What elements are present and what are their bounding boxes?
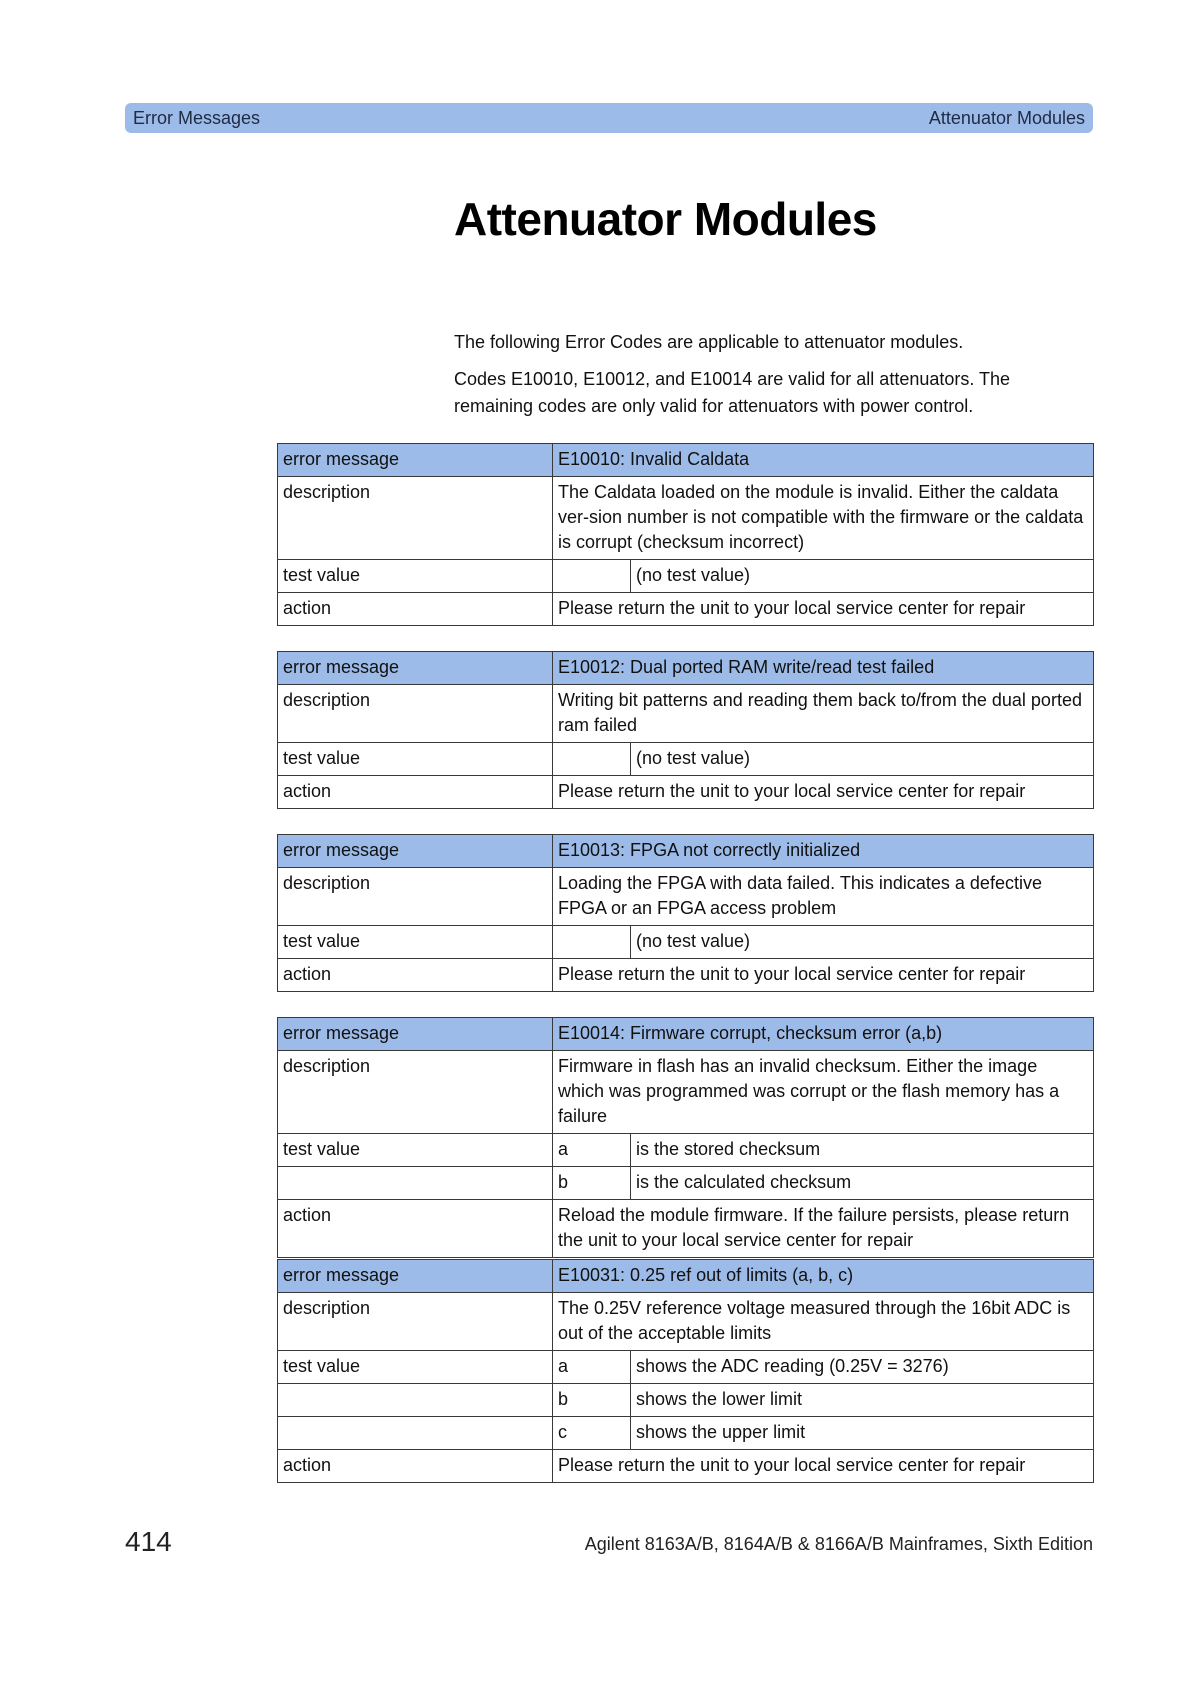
action-value: Please return the unit to your local service center for repair [553, 593, 1094, 626]
label-test-value: test value [278, 926, 553, 959]
test-value-text: (no test value) [631, 560, 1094, 593]
test-value-text: (no test value) [631, 743, 1094, 776]
label-action: action [278, 1450, 553, 1483]
action-value: Please return the unit to your local service center for repair [553, 776, 1094, 809]
description-value: Firmware in flash has an invalid checksum. Either the image which was programmed was corrupt or the flash memory has a failure [553, 1051, 1094, 1134]
error-table-e10010 [277, 443, 1094, 626]
label-description: description [278, 1051, 553, 1134]
test-value-text: is the stored checksum [631, 1134, 1094, 1167]
test-value-key: b [553, 1167, 631, 1200]
label-test-value: test value [278, 743, 553, 776]
label-test-value: test value [278, 560, 553, 593]
error-message-value: E10013: FPGA not correctly initialized [553, 835, 1094, 868]
error-table-e10013 [277, 834, 1094, 992]
test-value-text: shows the upper limit [631, 1417, 1094, 1450]
test-value-key: b [553, 1384, 631, 1417]
error-message-value: E10031: 0.25 ref out of limits (a, b, c) [553, 1260, 1094, 1293]
action-value: Reload the module firmware. If the failure persists, please return the unit to your local service center for repair [553, 1200, 1094, 1258]
error-message-value: E10012: Dual ported RAM write/read test failed [553, 652, 1094, 685]
action-value: Please return the unit to your local service center for repair [553, 959, 1094, 992]
test-value-text: (no test value) [631, 926, 1094, 959]
error-message-value: E10014: Firmware corrupt, checksum error (a,b) [553, 1018, 1094, 1051]
label-test-value: test value [278, 1134, 553, 1167]
test-value-key: a [553, 1134, 631, 1167]
error-table-e10012 [277, 651, 1094, 809]
label-error-message: error message [278, 1260, 553, 1293]
test-value-key [553, 743, 631, 776]
test-value-text: shows the ADC reading (0.25V = 3276) [631, 1351, 1094, 1384]
label-test-value-empty [278, 1417, 553, 1450]
label-description: description [278, 1293, 553, 1351]
error-table-e10014 [277, 1017, 1094, 1258]
label-test-value: test value [278, 1351, 553, 1384]
label-test-value-empty [278, 1167, 553, 1200]
test-value-key [553, 926, 631, 959]
description-value: Loading the FPGA with data failed. This indicates a defective FPGA or an FPGA access problem [553, 868, 1094, 926]
header-section-left: Error Messages [133, 107, 261, 128]
label-error-message: error message [278, 652, 553, 685]
test-value-key: c [553, 1417, 631, 1450]
test-value-key: a [553, 1351, 631, 1384]
label-error-message: error message [278, 444, 553, 477]
description-value: Writing bit patterns and reading them back to/from the dual ported ram failed [553, 685, 1094, 743]
description-value: The Caldata loaded on the module is invalid. Either the caldata ver-sion number is not compatible with the firmware or the caldata is corrupt (checksum incorrect) [553, 477, 1094, 560]
label-action: action [278, 593, 553, 626]
action-value: Please return the unit to your local service center for repair [553, 1450, 1094, 1483]
label-description: description [278, 477, 553, 560]
header-section-right: Attenuator Modules [928, 107, 1085, 128]
footer-doc-title: Agilent 8163A/B, 8164A/B & 8166A/B Mainframes, Sixth Edition [584, 1534, 1093, 1554]
label-description: description [278, 868, 553, 926]
label-test-value-empty [278, 1384, 553, 1417]
description-value: The 0.25V reference voltage measured through the 16bit ADC is out of the acceptable limits [553, 1293, 1094, 1351]
error-table-e10031 [277, 1259, 1094, 1483]
page-number: 414 [125, 1526, 172, 1557]
label-description: description [278, 685, 553, 743]
running-header [125, 103, 1093, 133]
intro-paragraph-2: Codes E10010, E10012, and E10014 are valid for all attenuators. The remaining codes are only valid for attenuators with power control. [454, 369, 1011, 416]
error-message-value: E10010: Invalid Caldata [553, 444, 1094, 477]
test-value-text: shows the lower limit [631, 1384, 1094, 1417]
test-value-text: is the calculated checksum [631, 1167, 1094, 1200]
page-title: Attenuator Modules [454, 193, 877, 245]
intro-paragraph-1: The following Error Codes are applicable to attenuator modules. [454, 332, 964, 352]
label-error-message: error message [278, 1018, 553, 1051]
label-action: action [278, 776, 553, 809]
label-action: action [278, 959, 553, 992]
label-action: action [278, 1200, 553, 1258]
test-value-key [553, 560, 631, 593]
label-error-message: error message [278, 835, 553, 868]
